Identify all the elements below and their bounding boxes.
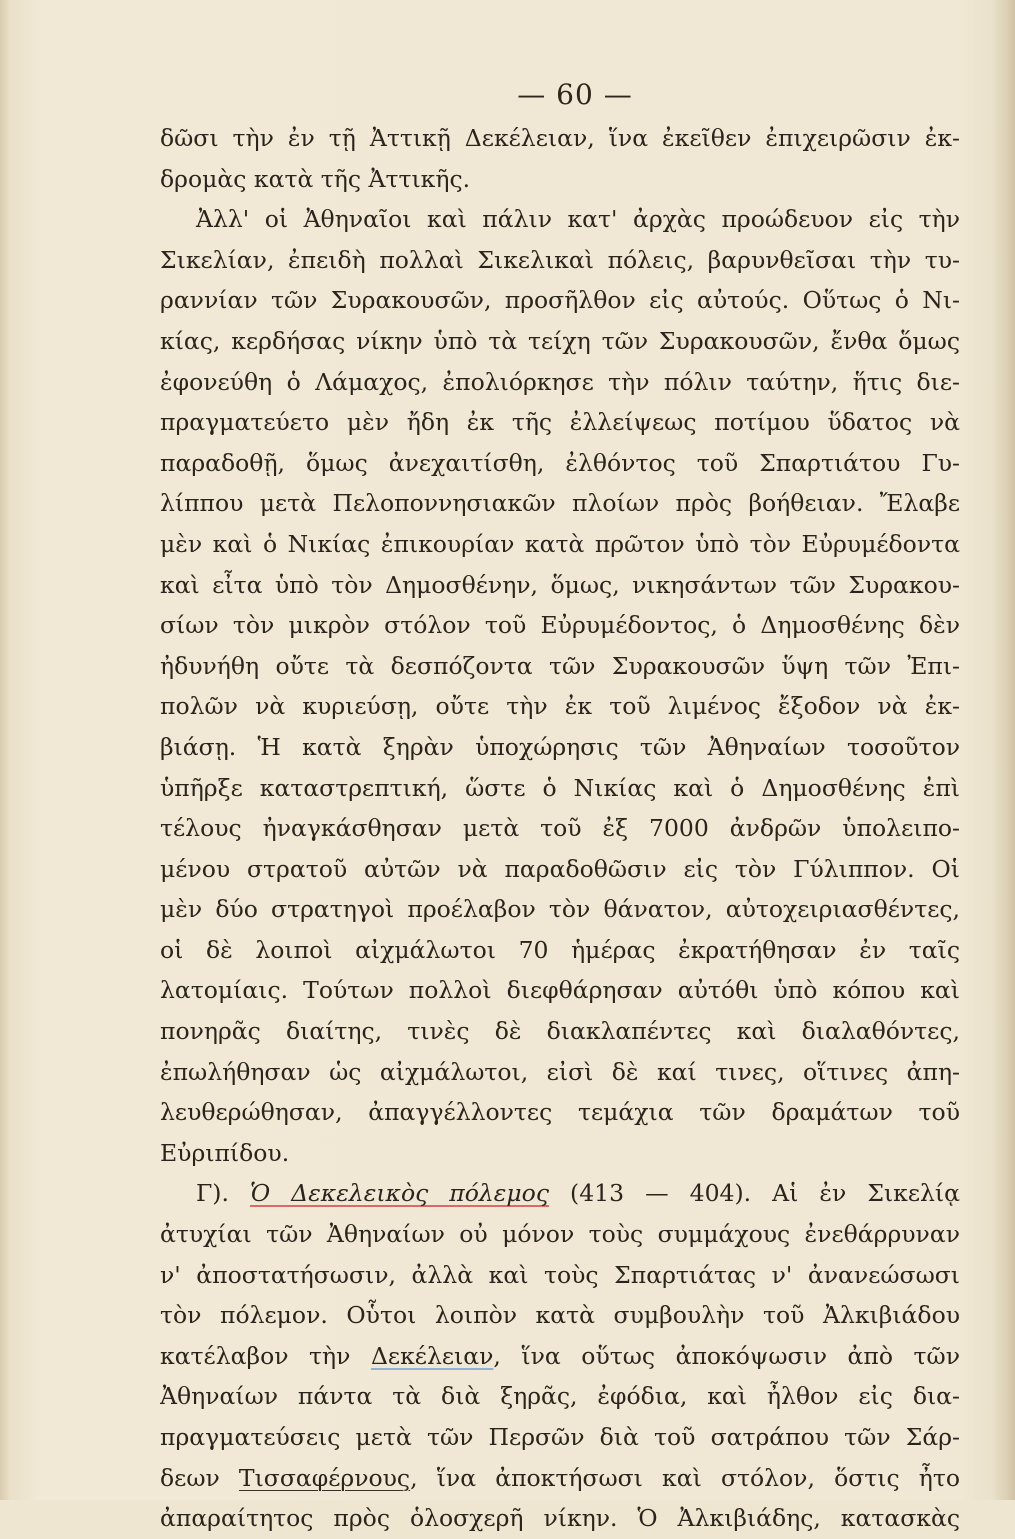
- text-line: [160, 1336, 960, 1377]
- text-line: λατομίαις. Τούτων πολλοὶ διεφθάρησαν αὐτόθι ὑπὸ κόπου καὶ: [160, 976, 960, 1005]
- section-dates: (413 — 404).: [570, 1179, 752, 1208]
- text-line: πραγματεύετο μὲν ἤδη ἐκ τῆς ἐλλείψεως ποτίμου ὕδατος νὰ: [160, 408, 960, 437]
- body-text: [160, 118, 960, 1539]
- section-label: Γ).: [196, 1179, 229, 1208]
- page-edge-shadow: [993, 0, 1015, 1500]
- text-line: ἐπωλήθησαν ὡς αἰχμάλωτοι, εἰσὶ δὲ καί τινες, οἵτινες ἀπη-: [160, 1057, 960, 1086]
- text-line: μὲν καὶ ὁ Νικίας ἐπικουρίαν κατὰ πρῶτον ὑπὸ τὸν Εὐρυμέδοντα: [160, 529, 960, 558]
- text-line: δῶσι τὴν ἐν τῇ Ἀττικῇ Δεκέλειαν, ἵνα ἐκεῖθεν ἐπιχειρῶσιν ἐκ-: [160, 124, 960, 152]
- section-heading-line: [160, 1173, 960, 1214]
- text-line: Ἀλλ' οἱ Ἀθηναῖοι καὶ πάλιν κατ' ἀρχὰς προώδευον εἰς τὴν: [196, 205, 960, 234]
- text-line: δρομὰς κατὰ τῆς Ἀττικῆς.: [160, 164, 471, 193]
- text-line: Εὐριπίδου.: [160, 1138, 290, 1167]
- text-line: ὑπῆρξε καταστρεπτική, ὥστε ὁ Νικίας καὶ ὁ Δημοσθένης ἐπὶ: [160, 773, 960, 802]
- text-segment: δεων: [160, 1463, 239, 1492]
- text-line: τὸν πόλεμον. Οὗτοι λοιπὸν κατὰ συμβουλὴν τοῦ Ἀλκιβιάδου: [160, 1301, 960, 1330]
- text-line: ἐφονεύθη ὁ Λάμαχος, ἐπολιόρκησε τὴν πόλιν ταύτην, ἥτις διε-: [160, 367, 960, 396]
- section-title: Ὁ Δεκελεικὸς πόλεμος: [250, 1179, 549, 1208]
- text-line: πονηρᾶς διαίτης, τινὲς δὲ διακλαπέντες καὶ διαλαθόντες,: [160, 1017, 960, 1046]
- text-line: κίας, κερδήσας νίκην ὑπὸ τὰ τείχη τῶν Συρακουσῶν, ἔνθα ὅμως: [160, 326, 960, 355]
- text-segment: κατέλαβον τὴν: [160, 1341, 371, 1370]
- text-line: ἀτυχίαι τῶν Ἀθηναίων οὐ μόνον τοὺς συμμάχους ἐνεθάρρυναν: [160, 1220, 960, 1249]
- text-line: πραγματεύσεις μετὰ τῶν Περσῶν διὰ τοῦ σατράπου τῶν Σάρ-: [160, 1423, 960, 1451]
- text-segment: , ἵνα οὕτως ἀποκόψωσιν ἀπὸ τῶν: [493, 1341, 960, 1370]
- text-line: οἱ δὲ λοιποὶ αἰχμάλωτοι 70 ἡμέρας ἐκρατήθησαν ἐν ταῖς: [160, 935, 960, 964]
- text-line: λευθερώθησαν, ἀπαγγέλλοντες τεμάχια τῶν δραμάτων τοῦ: [160, 1098, 960, 1127]
- text-line: ἀπαραίτητος πρὸς ὁλοσχερῆ νίκην. Ὁ Ἀλκιβιάδης, κατασκὰς: [160, 1504, 960, 1533]
- text-line: καὶ εἶτα ὑπὸ τὸν Δημοσθένην, ὅμως, νικησάντων τῶν Συρακου-: [160, 570, 960, 599]
- text-line: βιάσῃ. Ἡ κατὰ ξηρὰν ὑποχώρησις τῶν Ἀθηναίων τοσοῦτον: [160, 732, 960, 761]
- text-line: ἠδυνήθη οὔτε τὰ δεσπόζοντα τῶν Συρακουσῶν ὕψη τῶν Ἐπι-: [160, 651, 960, 680]
- text-line: τέλους ἠναγκάσθησαν μετὰ τοῦ ἐξ 7000 ἀνδρῶν ὑπολειπο-: [160, 814, 960, 843]
- text-line: λίππου μετὰ Πελοποννησιακῶν πλοίων πρὸς βοήθειαν. Ἔλαβε: [160, 489, 960, 518]
- underlined-word: Τισσαφέρνους: [238, 1463, 411, 1492]
- page-spine-shadow: [0, 0, 10, 1500]
- text-segment: , ἵνα ἀποκτήσωσι καὶ στόλον, ὅστις ἦτο: [410, 1463, 960, 1492]
- section-first-line: Αἱ ἐν Σικελίᾳ: [772, 1179, 960, 1208]
- underlined-word: Δεκέλειαν: [370, 1341, 494, 1370]
- text-line: μὲν δύο στρατηγοὶ προέλαβον τὸν θάνατον, αὐτοχειριασθέντες,: [160, 895, 960, 924]
- text-line: σίων τὸν μικρὸν στόλον τοῦ Εὐρυμέδοντος, ὁ Δημοσθένης δὲν: [160, 611, 960, 640]
- text-line: Ἀθηναίων πάντα τὰ διὰ ξηρᾶς, ἐφόδια, καὶ ἦλθον εἰς δια-: [160, 1382, 960, 1411]
- text-line: [160, 1458, 960, 1499]
- text-line: μένου στρατοῦ αὐτῶν νὰ παραδοθῶσιν εἰς τὸν Γύλιππον. Οἱ: [160, 854, 960, 883]
- page-number: — 60 —: [517, 78, 633, 111]
- text-line: ν' ἀποστατήσωσιν, ἀλλὰ καὶ τοὺς Σπαρτιάτας ν' ἀνανεώσωσι: [160, 1260, 960, 1289]
- text-line: Σικελίαν, ἐπειδὴ πολλαὶ Σικελικαὶ πόλεις, βαρυνθεῖσαι τὴν τυ-: [160, 245, 960, 274]
- text-line: ραννίαν τῶν Συρακουσῶν, προσῆλθον εἰς αὐτούς. Οὕτως ὁ Νι-: [160, 286, 960, 315]
- text-line: παραδοθῇ, ὅμως ἀνεχαιτίσθη, ἐλθόντος τοῦ Σπαρτιάτου Γυ-: [160, 448, 960, 477]
- text-line: πολῶν νὰ κυριεύσῃ, οὔτε τὴν ἐκ τοῦ λιμένος ἔξοδον νὰ ἐκ-: [160, 692, 960, 721]
